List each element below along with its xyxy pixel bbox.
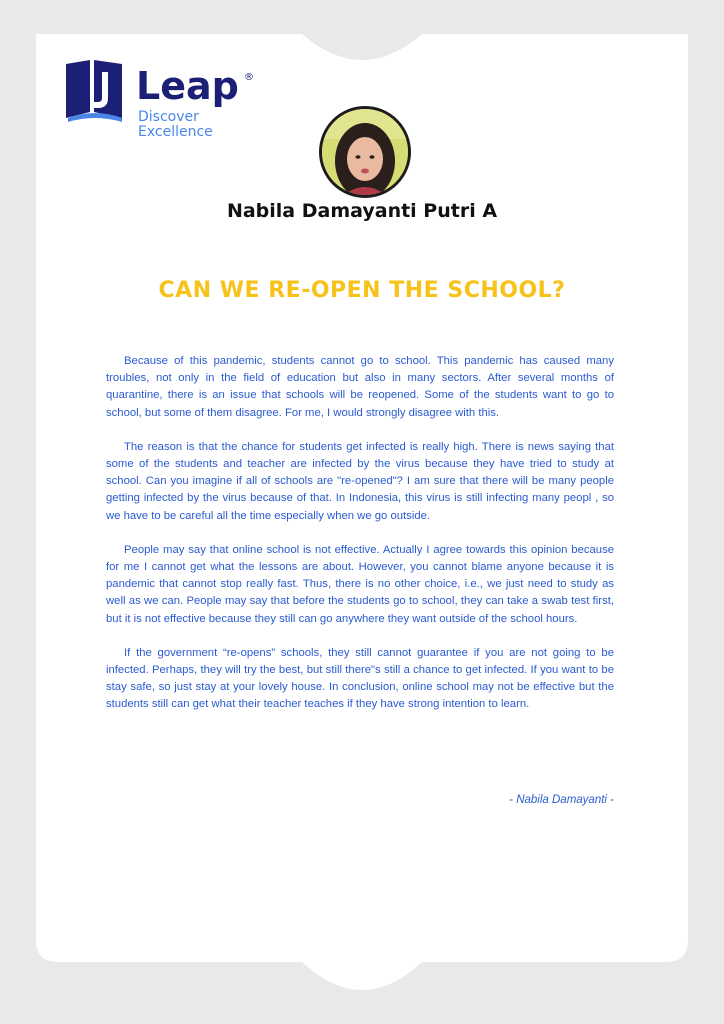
- author-name: Nabila Damayanti Putri A: [226, 200, 498, 222]
- article-signature: - Nabila Damayanti -: [509, 794, 614, 806]
- paragraph-4: If the government “re-opens” schools, they still cannot guarantee if you are not going to be infected. Perhaps, they will try the best, but still there"s still a chance to get infected. If you want to be stay safe, so just stay at your lovely house. In conclusion, online school may not be effective but the students still can get what their teacher teaches if they have strong intention to learn.: [106, 646, 614, 711]
- tagline-line-1: Discover: [138, 109, 199, 125]
- article-body: [106, 353, 614, 731]
- registered-mark: ®: [244, 72, 254, 83]
- leap-logo: [64, 58, 264, 148]
- author-avatar: [319, 106, 411, 198]
- paragraph-3: People may say that online school is not effective. Actually I agree towards this opinion because for me I cannot get what the lessons are about. However, you cannot blame anyone because it is pandemic that cannot stop really fast. Thus, there is no other choice, i.e., we just need to study as well as we can. People may say that before the students go to school, they can take a swab test first, but it is not effective because they still can go anywhere they want outside of the school hours.: [106, 543, 614, 625]
- leap-book-icon: [64, 58, 126, 124]
- paragraph-1: Because of this pandemic, students cannot go to school. This pandemic has caused many troubles, not only in the field of education but also in many sectors. After several months of quarantine, there is an issue that schools will be reopened. Some of the students want to go to school, but some of them disagree. For me, I would strongly disagree with this.: [106, 355, 614, 419]
- leap-wordmark: Leap: [136, 64, 239, 108]
- author-portrait-icon: [322, 109, 408, 195]
- tagline-line-2: Excellence: [138, 124, 213, 140]
- article-title: CAN WE RE-OPEN THE SCHOOL?: [158, 278, 566, 303]
- leap-tagline: [138, 110, 213, 140]
- paragraph-2: The reason is that the chance for students get infected is really high. There is news saying that some of the students and teacher are infected by the virus because they have tried to study at school. Can you imagine if all of schools are "re-opened"? I am sure that there will be many people getting infected by the virus because of that. In Indonesia, this virus is still infecting many peopl , so we have to be careful all the time especially when we go outside.: [106, 440, 614, 522]
